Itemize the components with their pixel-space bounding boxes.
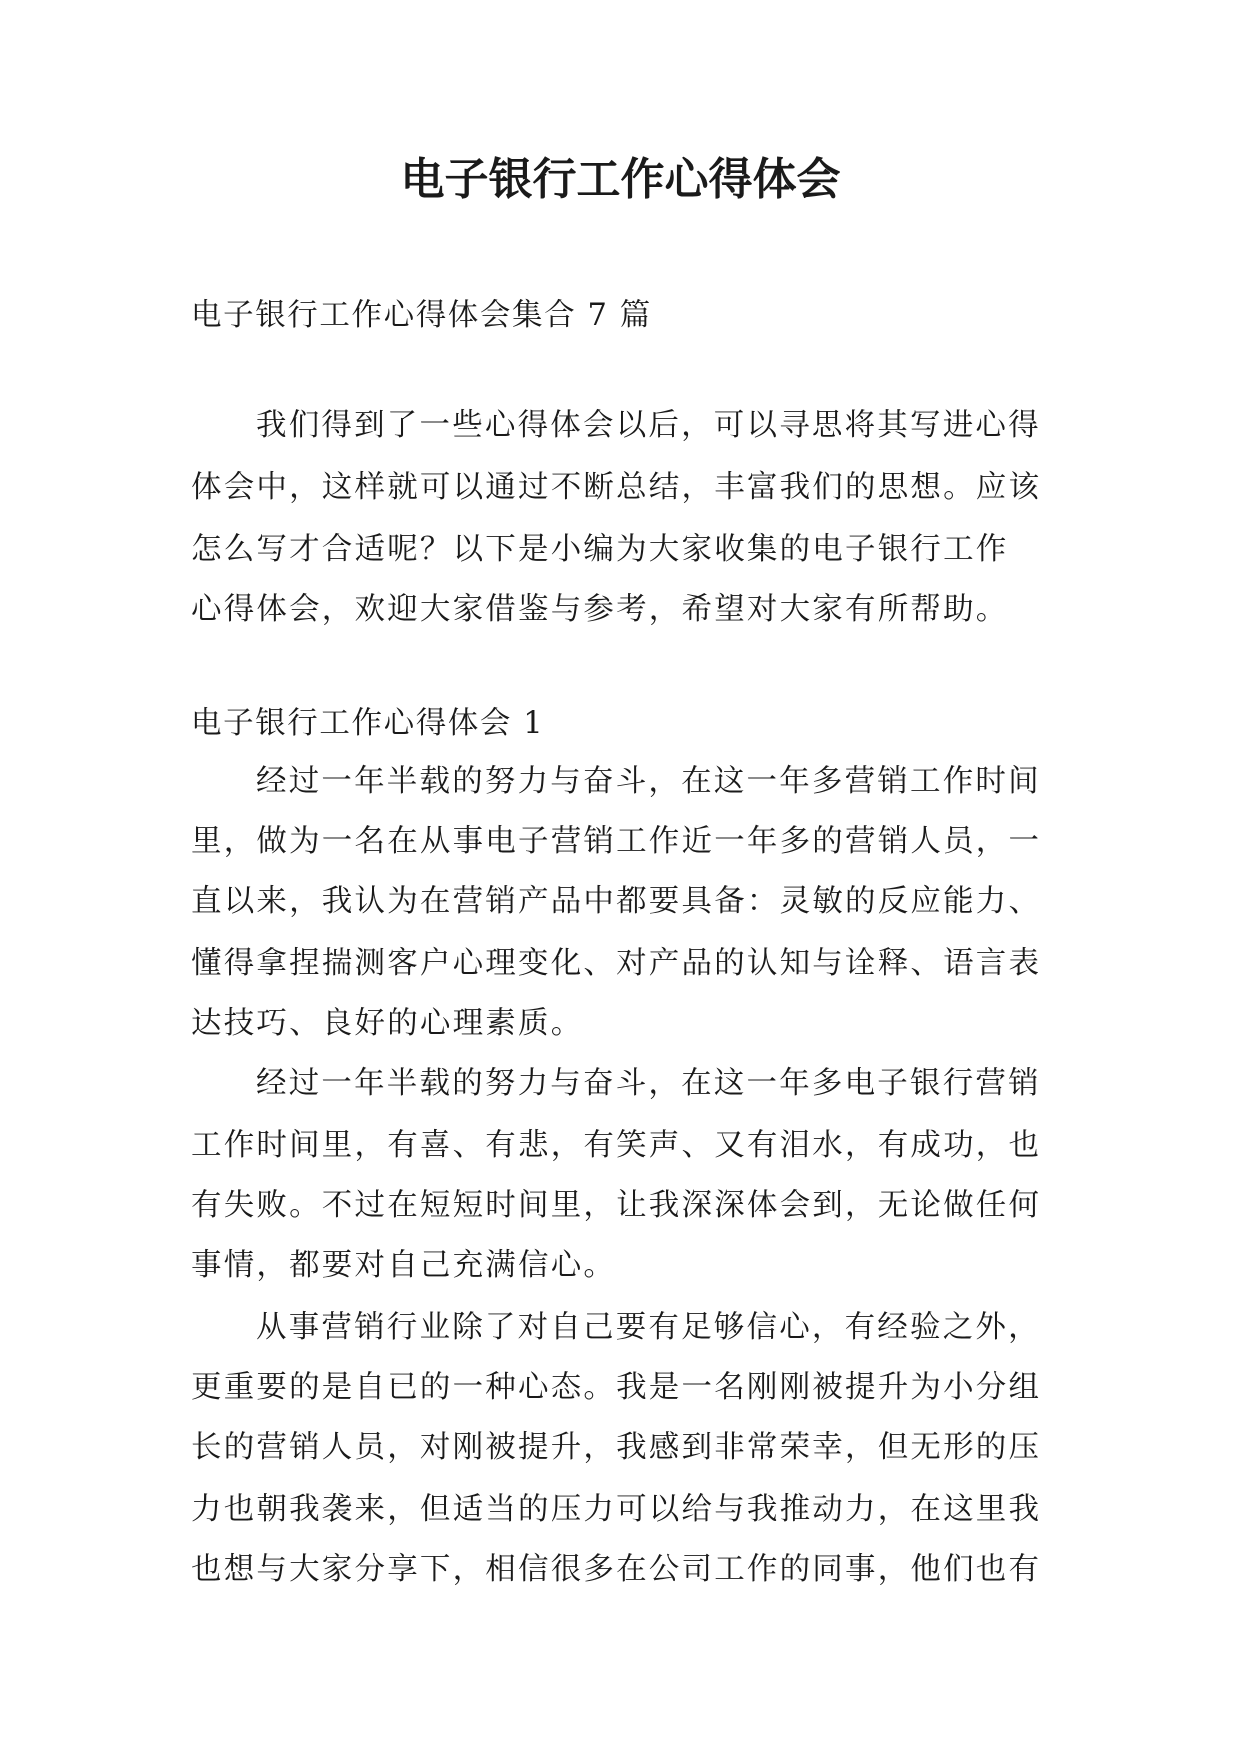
paragraph-line: 达技巧、良好的心理素质。 xyxy=(191,1006,584,1041)
paragraph-line: 经过一年半载的努力与奋斗，在这一年多电子银行营销 xyxy=(256,1066,1041,1101)
section-heading: 电子银行工作心得体会 1 xyxy=(191,706,545,741)
intro-line: 体会中，这样就可以通过不断总结，丰富我们的思想。应该 xyxy=(191,470,1042,505)
paragraph-line: 事情，都要对自己充满信心。 xyxy=(191,1248,617,1283)
paragraph-line: 力也朝我袭来，但适当的压力可以给与我推动力，在这里我 xyxy=(191,1492,1042,1527)
paragraph-line: 懂得拿捏揣测客户心理变化、对产品的认知与诠释、语言表 xyxy=(191,946,1042,981)
paragraph-line: 也想与大家分享下，相信很多在公司工作的同事，他们也有 xyxy=(191,1552,1042,1587)
paragraph-line: 从事营销行业除了对自己要有足够信心，有经验之外， xyxy=(256,1310,1041,1345)
document-title: 电子银行工作心得体会 xyxy=(400,154,841,205)
paragraph-line: 更重要的是自已的一种心态。我是一名刚刚被提升为小分组 xyxy=(191,1370,1042,1405)
paragraph-line: 有失败。不过在短短时间里，让我深深体会到，无论做任何 xyxy=(191,1188,1042,1223)
paragraph-line: 经过一年半载的努力与奋斗，在这一年多营销工作时间 xyxy=(256,764,1041,799)
intro-line: 心得体会，欢迎大家借鉴与参考，希望对大家有所帮助。 xyxy=(191,592,1009,627)
paragraph-line: 里，做为一名在从事电子营销工作近一年多的营销人员，一 xyxy=(191,824,1042,859)
paragraph-line: 长的营销人员，对刚被提升，我感到非常荣幸，但无形的压 xyxy=(191,1430,1042,1465)
intro-line: 怎么写才合适呢？以下是小编为大家收集的电子银行工作 xyxy=(191,532,1009,567)
document-subtitle: 电子银行工作心得体会集合 7 篇 xyxy=(191,298,652,333)
paragraph-line: 直以来，我认为在营销产品中都要具备：灵敏的反应能力、 xyxy=(191,884,1042,919)
intro-line: 我们得到了一些心得体会以后，可以寻思将其写进心得 xyxy=(256,408,1041,443)
paragraph-line: 工作时间里，有喜、有悲，有笑声、又有泪水，有成功，也 xyxy=(191,1128,1042,1163)
